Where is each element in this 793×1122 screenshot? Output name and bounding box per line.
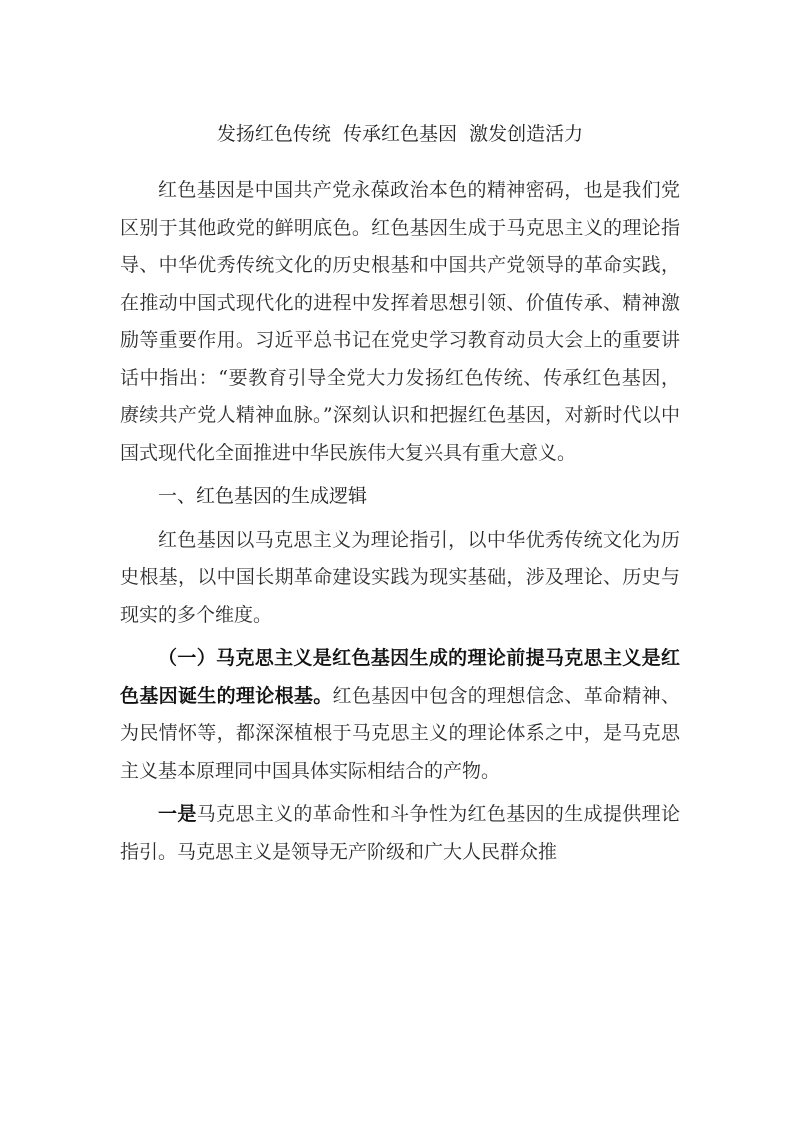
subsection-paragraph	[120, 640, 680, 790]
subsection-heading: （一）马克思主义是红色基因生成的理论前提马克思主义是红色基因诞生的理论根基。	[120, 647, 680, 707]
document-title: 发扬红色传统 传承红色基因 激发创造活力	[216, 123, 584, 145]
point-lead: 一是	[158, 803, 197, 825]
section-heading: 一、红色基因的生成逻辑	[158, 485, 368, 507]
subsection-body: 红色基因中包含的理想信念、革命精神、为民情怀等，都深深植根于马克思主义的理论体系之中，是马克思主义基本原理同中国具体实际相结合的产物。	[120, 684, 680, 782]
point-body: 马克思主义的革命性和斗争性为红色基因的生成提供理论指引。马克思主义是领导无产阶级和广大人民群众推	[120, 803, 680, 863]
intro-paragraph: 红色基因是中国共产党永葆政治本色的精神密码，也是我们党区别于其他政党的鲜明底色。红色基因生成于马克思主义的理论指导、中华优秀传统文化的历史根基和中国共产党领导的革命实践，在推动中国式现代化的进程中发挥着思想引领、价值传承、精神激励等重要作用。习近平总书记在党史学习教育动员大会上的重要讲话中指出：“要教育引导全党大力发扬红色传统、传承红色基因，赓续共产党人精神血脉。”深刻认识和把握红色基因，对新时代以中国式现代化全面推进中华民族伟大复兴具有重大意义。	[120, 179, 680, 464]
section-paragraph: 红色基因以马克思主义为理论指引，以中华优秀传统文化为历史根基，以中国长期革命建设实践为现实基础，涉及理论、历史与现实的多个维度。	[120, 528, 680, 626]
document-body	[120, 116, 680, 871]
point-paragraph	[120, 796, 680, 871]
